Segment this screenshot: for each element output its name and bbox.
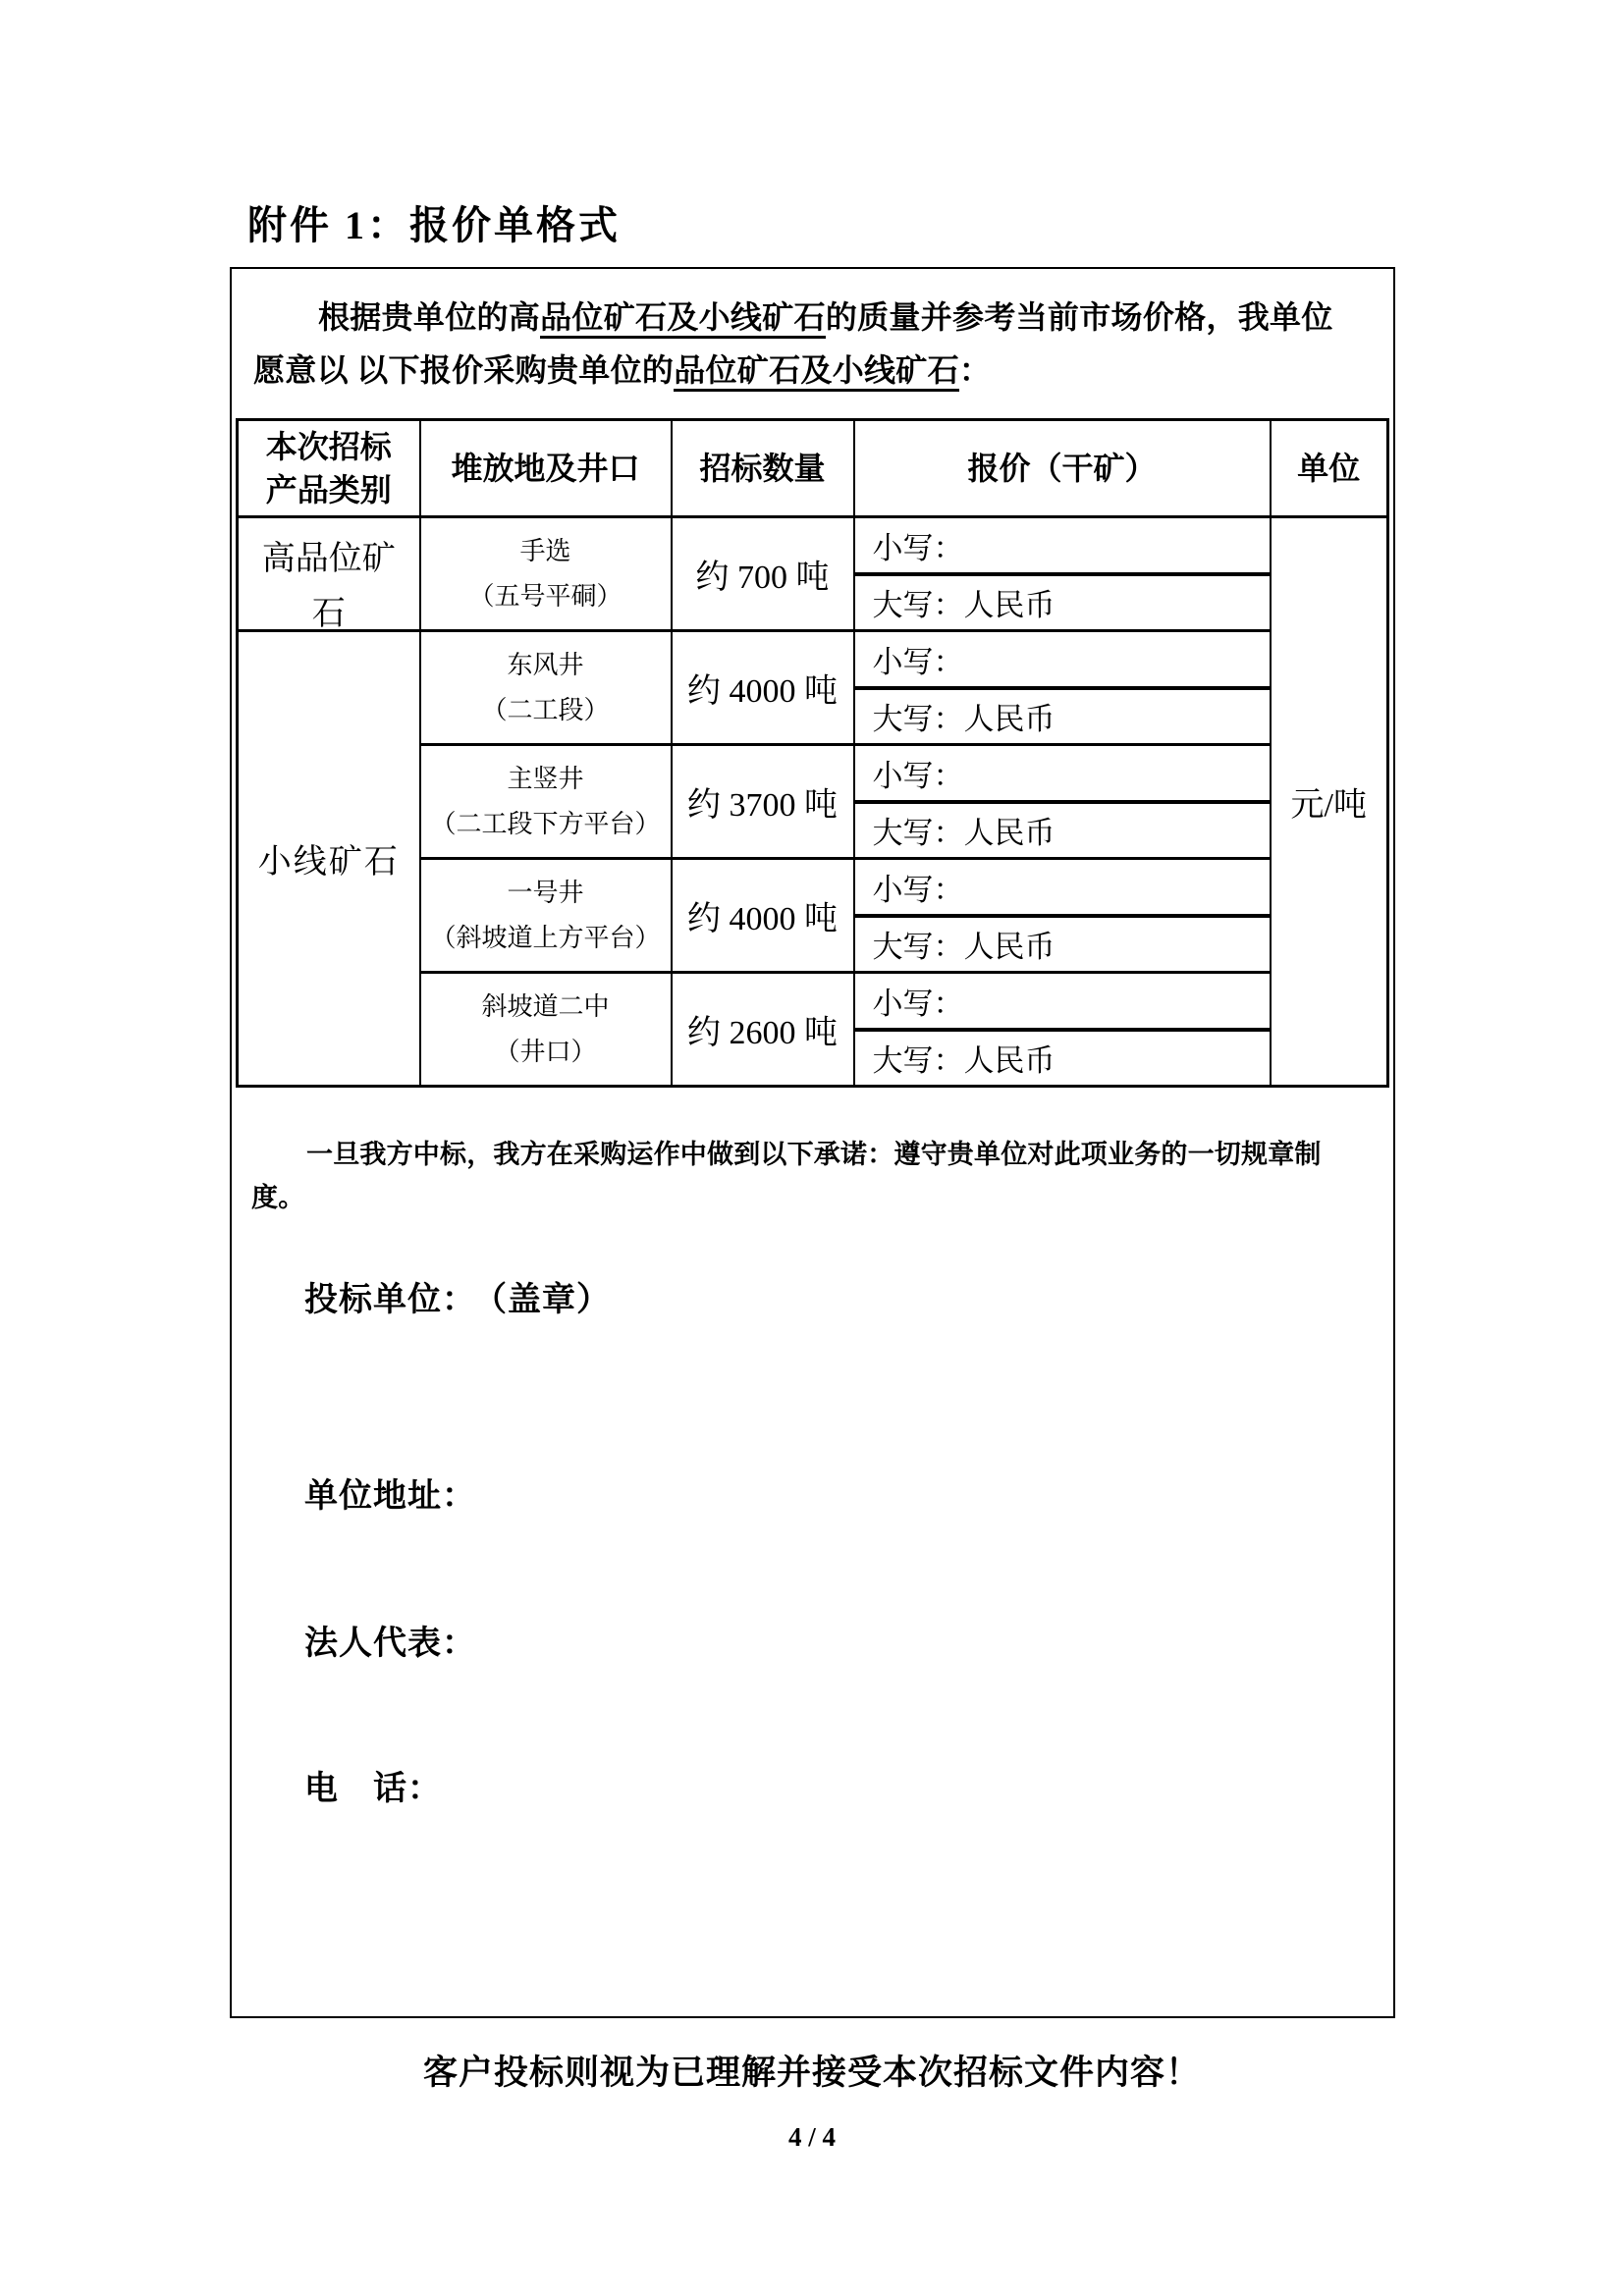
quotation-form-box (230, 267, 1395, 2018)
category-cell-small-line: 小线矿石 (238, 631, 420, 1087)
legal-representative-field: 法人代表： (304, 1626, 476, 1662)
price-big-cell: 大写：人民币 (854, 1030, 1271, 1087)
intro-text: 愿意以 以下报价采购贵单位的 (253, 352, 675, 388)
price-small-cell: 小写： (854, 517, 1271, 574)
quantity-cell: 约 3700 吨 (672, 745, 854, 859)
location-cell: 手选 （五号平硐） (420, 517, 672, 631)
intro-text: ： (958, 352, 992, 388)
header-quantity: 招标数量 (672, 420, 854, 517)
price-big-cell: 大写：人民币 (854, 802, 1271, 859)
quantity-cell: 约 4000 吨 (672, 631, 854, 745)
header-unit: 单位 (1271, 420, 1388, 517)
intro-text: 的质量并参考当前市场价格，我单位 (825, 299, 1333, 335)
table-row (238, 631, 1388, 688)
location-cell: 一号井 （斜坡道上方平台） (420, 859, 672, 973)
header-price: 报价（干矿） (854, 420, 1271, 517)
bidder-label: 投标单位： (304, 1282, 476, 1318)
underlined-text: 品位矿石及小线矿石 (540, 299, 826, 339)
intro-line-2 (253, 344, 1372, 397)
commitment-text: 一旦我方中标，我方在采购运作中做到以下承诺：遵守贵单位对此项业务的一切规章制度。 (251, 1140, 1322, 1212)
bidder-field (304, 1272, 611, 1320)
price-small-cell: 小写： (854, 745, 1271, 802)
quantity-cell: 约 700 吨 (672, 517, 854, 631)
price-small-cell: 小写： (854, 973, 1271, 1030)
header-category: 本次招标 产品类别 (238, 420, 420, 517)
location-cell: 东风井 （二工段） (420, 631, 672, 745)
price-small-cell: 小写： (854, 859, 1271, 916)
page-number: 4 / 4 (787, 2122, 836, 2152)
intro-paragraph (253, 291, 1372, 397)
table-row (238, 517, 1388, 574)
category-cell-high-grade: 高品位矿石 (238, 517, 420, 631)
location-cell: 斜坡道二中 （井口） (420, 973, 672, 1087)
address-field: 单位地址： (304, 1478, 476, 1515)
footer-note: 客户投标则视为已理解并接受本次招标文件内容！ (422, 2054, 1201, 2092)
intro-line-1 (253, 291, 1372, 344)
price-big-cell: 大写：人民币 (854, 688, 1271, 745)
phone-field: 电 话： (304, 1771, 442, 1807)
price-small-cell: 小写： (854, 631, 1271, 688)
intro-text: 根据贵单位的高 (318, 299, 541, 335)
page-title: 附件 1：报价单格式 (247, 203, 621, 247)
price-big-cell: 大写：人民币 (854, 916, 1271, 973)
table-header-row (238, 420, 1388, 517)
header-location: 堆放地及井口 (420, 420, 672, 517)
quantity-cell: 约 2600 吨 (672, 973, 854, 1087)
unit-cell: 元/吨 (1271, 517, 1388, 1087)
quantity-cell: 约 4000 吨 (672, 859, 854, 973)
quotation-table (236, 418, 1389, 1088)
underlined-text: 品位矿石及小线矿石 (674, 352, 959, 392)
price-big-cell: 大写：人民币 (854, 574, 1271, 631)
location-cell: 主竖井 （二工段下方平台） (420, 745, 672, 859)
stamp-note: （盖章） (490, 1282, 611, 1318)
